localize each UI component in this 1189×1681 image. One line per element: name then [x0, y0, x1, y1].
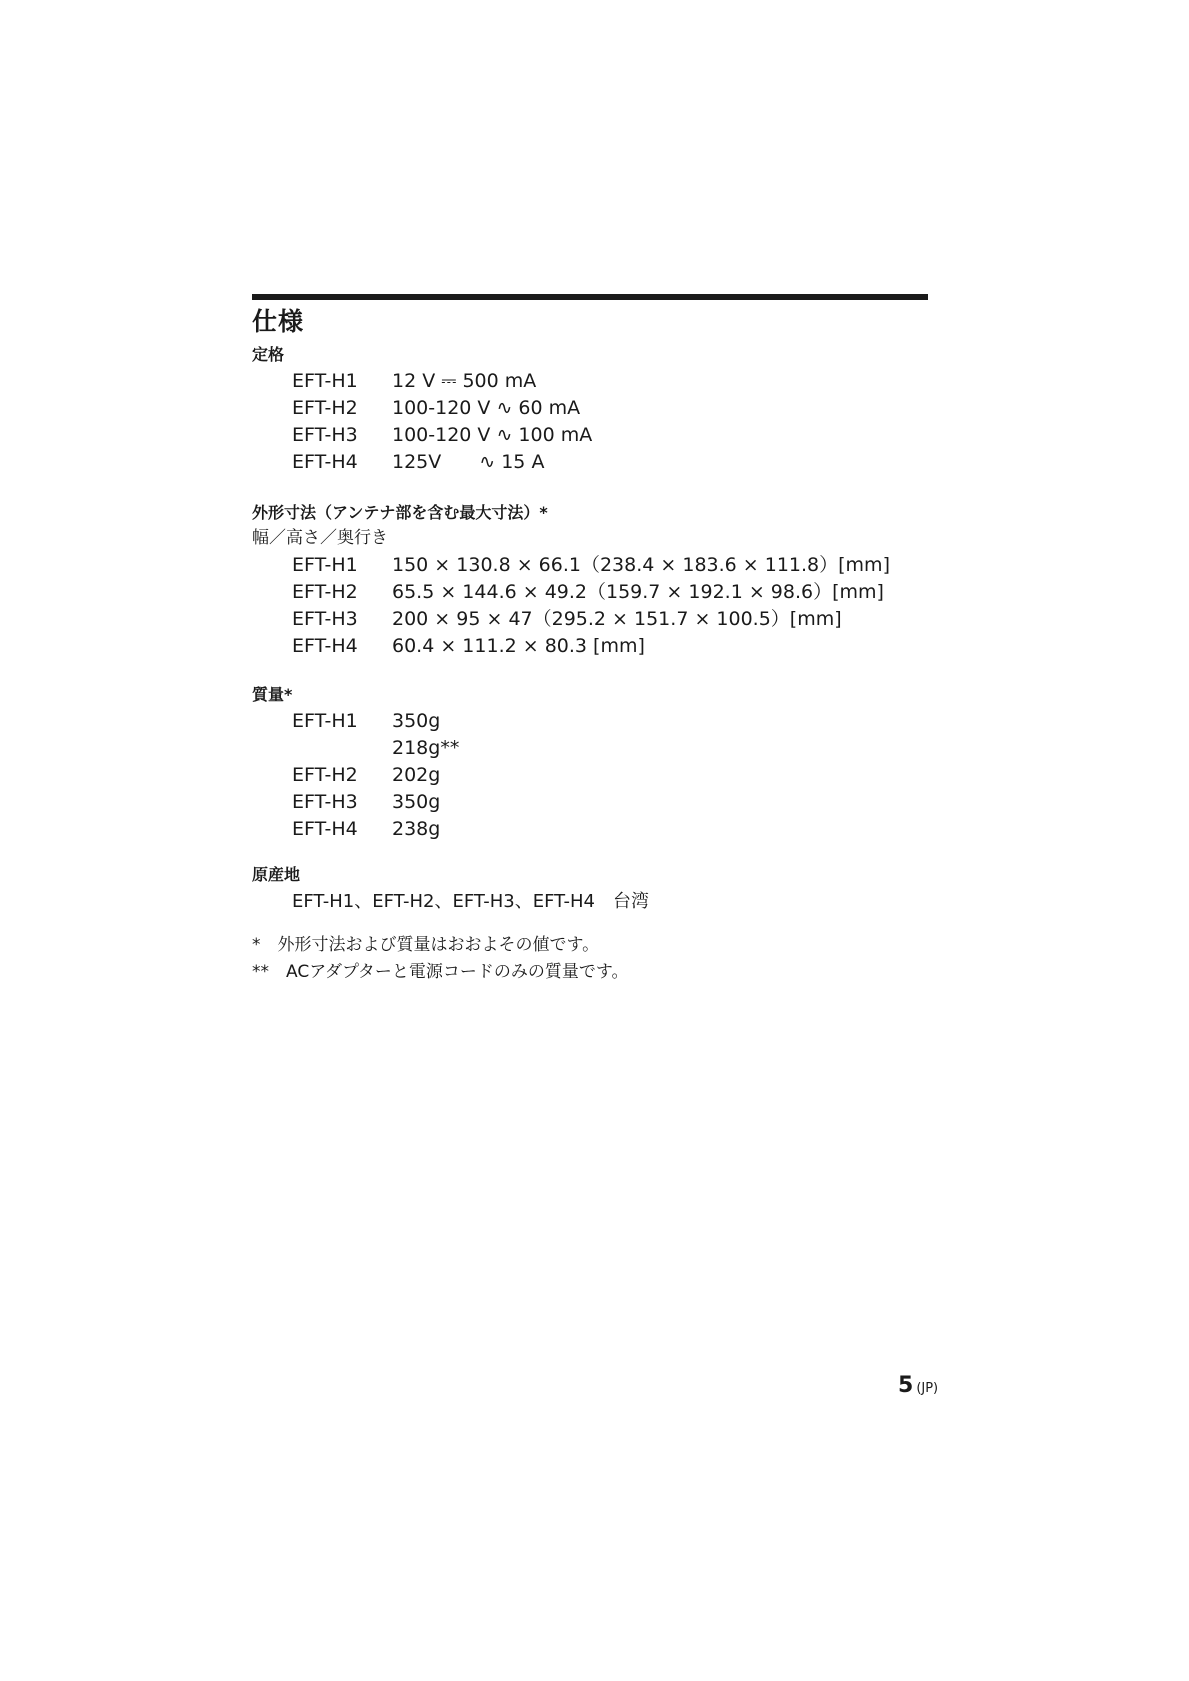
- table-row: [252, 735, 928, 762]
- mass-section: [252, 682, 928, 843]
- rating-value: 12 V ⎓ 500 mA: [392, 370, 537, 392]
- footnotes: [252, 932, 928, 986]
- mass-value: 202g: [392, 764, 441, 786]
- table-row: [252, 579, 928, 606]
- title-rule: [252, 294, 928, 300]
- model-label: EFT-H1: [292, 554, 358, 576]
- origin-section: [252, 862, 928, 915]
- ratings-heading: 定格: [252, 345, 285, 364]
- model-label: EFT-H4: [292, 818, 358, 840]
- model-label: EFT-H3: [292, 791, 358, 813]
- origin-text: EFT-H1、EFT-H2、EFT-H3、EFT-H4 台湾: [292, 891, 649, 912]
- dimensions-section: [252, 500, 928, 660]
- page-number: [898, 1373, 938, 1398]
- dimensions-heading: 外形寸法（アンテナ部を含む最大寸法）*: [252, 503, 548, 522]
- model-label: EFT-H2: [292, 581, 358, 603]
- table-row: [252, 708, 928, 735]
- table-row: [252, 449, 928, 476]
- page-number-value: 5: [898, 1373, 914, 1398]
- mass-value: 218g**: [392, 737, 460, 759]
- dimension-value: 65.5 × 144.6 × 49.2（159.7 × 192.1 × 98.6）[mm]: [392, 581, 884, 603]
- page-number-suffix: (JP): [916, 1381, 939, 1396]
- table-row: [252, 762, 928, 789]
- model-label: EFT-H3: [292, 424, 358, 446]
- mass-value: 238g: [392, 818, 441, 840]
- rating-value: 100-120 V ∿ 100 mA: [392, 424, 593, 446]
- footnote: * 外形寸法および質量はおおよその値です。: [252, 935, 600, 955]
- table-row: [252, 633, 928, 660]
- table-row: [252, 552, 928, 579]
- origin-heading: 原産地: [252, 865, 301, 884]
- dimension-value: 150 × 130.8 × 66.1（238.4 × 183.6 × 111.8）[mm]: [392, 554, 890, 576]
- model-label: EFT-H4: [292, 451, 358, 473]
- model-label: EFT-H3: [292, 608, 358, 630]
- rating-value: 125V ∿ 15 A: [392, 451, 545, 473]
- mass-value: 350g: [392, 791, 441, 813]
- table-row: [252, 789, 928, 816]
- dimension-value: 60.4 × 111.2 × 80.3 [mm]: [392, 635, 645, 657]
- mass-heading: 質量*: [252, 685, 293, 704]
- model-label: EFT-H4: [292, 635, 358, 657]
- dimension-value: 200 × 95 × 47（295.2 × 151.7 × 100.5）[mm]: [392, 608, 842, 630]
- model-label: EFT-H1: [292, 370, 358, 392]
- page-title: 仕様: [252, 307, 305, 336]
- model-label: EFT-H2: [292, 764, 358, 786]
- footnote: ** ACアダプターと電源コードのみの質量です。: [252, 962, 629, 982]
- model-label: EFT-H2: [292, 397, 358, 419]
- table-row: [252, 816, 928, 843]
- rating-value: 100-120 V ∿ 60 mA: [392, 397, 581, 419]
- table-row: [252, 422, 928, 449]
- table-row: [252, 395, 928, 422]
- table-row: [252, 368, 928, 395]
- model-label: EFT-H1: [292, 710, 358, 732]
- mass-value: 350g: [392, 710, 441, 732]
- table-row: [252, 606, 928, 633]
- ratings-section: [252, 342, 928, 476]
- dimensions-subheading: 幅／高さ／奥行き: [252, 528, 388, 548]
